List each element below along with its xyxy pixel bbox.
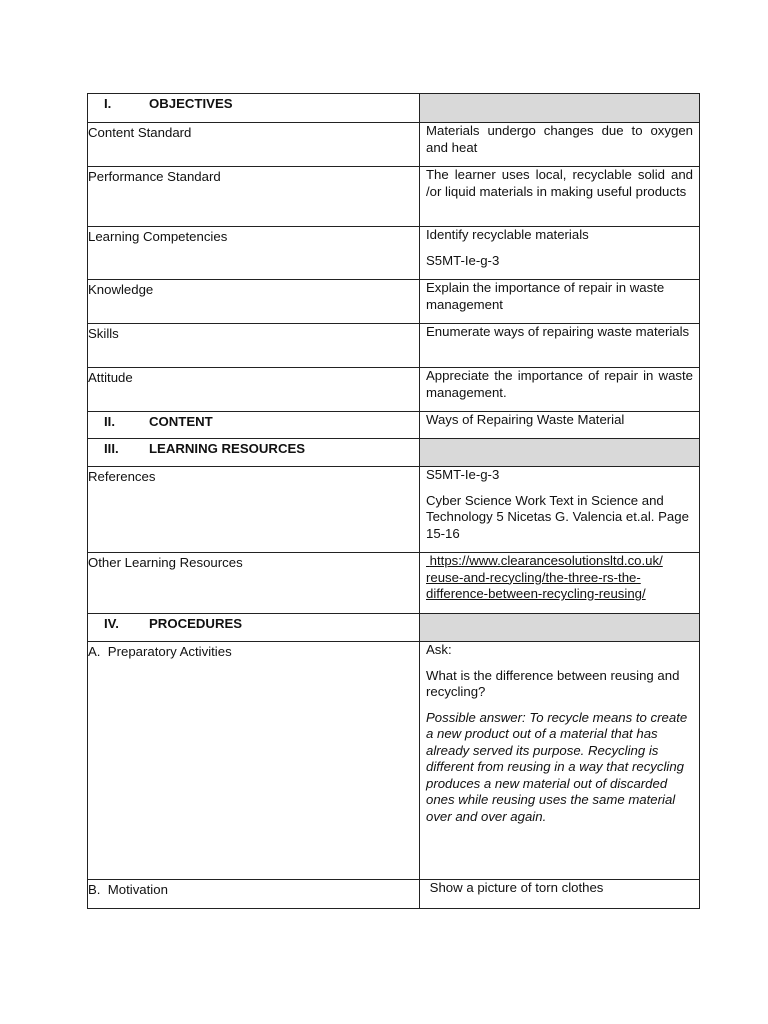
content-value: Ways of Repairing Waste Material xyxy=(420,412,700,439)
row-value: Appreciate the importance of repair in waste management. xyxy=(420,368,700,412)
section-row-procedures xyxy=(88,614,700,642)
section-row-resources xyxy=(88,439,700,467)
row-skills xyxy=(88,324,700,368)
reference-code: S5MT-Ie-g-3 xyxy=(426,467,500,482)
section-title: LEARNING RESOURCES xyxy=(149,441,306,456)
row-other-resources xyxy=(88,553,700,614)
section-header-procedures xyxy=(88,614,420,642)
row-motivation xyxy=(88,880,700,909)
row-performance-standard xyxy=(88,167,700,227)
section-title: OBJECTIVES xyxy=(149,96,233,111)
row-value xyxy=(420,880,700,909)
row-label: Knowledge xyxy=(88,280,420,324)
motivation-text: Show a picture of torn clothes xyxy=(429,880,604,895)
row-references xyxy=(88,467,700,553)
row-content-standard xyxy=(88,123,700,167)
row-label: Learning Competencies xyxy=(88,227,420,280)
section-title: CONTENT xyxy=(149,414,213,429)
section-title: PROCEDURES xyxy=(149,616,243,631)
row-value xyxy=(420,642,700,880)
lesson-plan-table xyxy=(87,93,700,909)
resource-link-line2: reuse-and-recycling/the-three-rs-the- xyxy=(426,569,641,585)
row-attitude xyxy=(88,368,700,412)
row-label: Other Learning Resources xyxy=(88,553,420,614)
item-letter: A. xyxy=(88,644,101,659)
item-label: Motivation xyxy=(107,882,168,897)
row-label: Performance Standard xyxy=(88,167,420,227)
section-header-content xyxy=(88,412,420,439)
row-label: References xyxy=(88,467,420,553)
possible-answer-text: Possible answer: To recycle means to create a new product out of a material that has already served its purpose. Recycling is different from reusing in a way that recycling produces a new material out of discarded ones while reusing uses the same material over and over again. xyxy=(426,709,688,824)
row-value: Materials undergo changes due to oxygen and heat xyxy=(420,123,700,167)
row-learning-competencies xyxy=(88,227,700,280)
section-row-content xyxy=(88,412,700,439)
section-header-resources xyxy=(88,439,420,467)
competency-code: S5MT-Ie-g-3 xyxy=(426,252,500,268)
ask-text: Ask: xyxy=(426,642,452,657)
row-value xyxy=(420,553,700,614)
question-text: What is the difference between reusing and recycling? xyxy=(426,667,680,699)
reference-text: Cyber Science Work Text in Science and Technology 5 Nicetas G. Valencia et.al. Page 15-16 xyxy=(426,492,689,541)
row-value xyxy=(420,467,700,553)
section-number: II. xyxy=(104,414,115,429)
resource-link-line3: difference-between-recycling-reusing/ xyxy=(426,586,646,601)
row-value: The learner uses local, recyclable solid and /or liquid materials in making useful products xyxy=(420,167,700,227)
section-number: IV. xyxy=(104,616,119,631)
section-header-fill xyxy=(420,614,700,642)
row-knowledge xyxy=(88,280,700,324)
section-row-objectives xyxy=(88,94,700,123)
section-header-fill xyxy=(420,439,700,467)
row-label: Content Standard xyxy=(88,123,420,167)
competency-text: Identify recyclable materials xyxy=(426,227,589,242)
resource-link[interactable] xyxy=(426,553,663,601)
row-label xyxy=(88,642,420,880)
item-label: Preparatory Activities xyxy=(107,644,232,659)
section-number: I. xyxy=(104,96,112,111)
resource-link-line1: https://www.clearancesolutionsltd.co.uk/ xyxy=(429,553,663,568)
section-header-fill xyxy=(420,94,700,123)
row-value: Explain the importance of repair in waste management xyxy=(420,280,700,324)
row-label: Attitude xyxy=(88,368,420,412)
row-preparatory xyxy=(88,642,700,880)
section-number: III. xyxy=(104,441,119,456)
item-letter: B. xyxy=(88,882,101,897)
row-value: Enumerate ways of repairing waste materials xyxy=(420,324,700,368)
row-label: Skills xyxy=(88,324,420,368)
section-header-objectives xyxy=(88,94,420,123)
row-value xyxy=(420,227,700,280)
row-label xyxy=(88,880,420,909)
